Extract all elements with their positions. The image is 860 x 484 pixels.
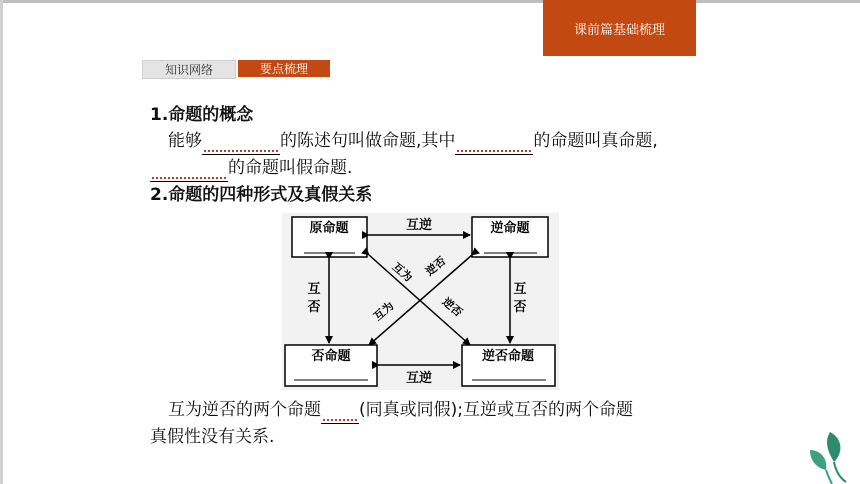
section-1-number: 1	[150, 105, 162, 125]
tab-key-points-label: 要点梳理	[259, 62, 308, 76]
box-original-label: 原命题	[309, 221, 349, 236]
tab-key-points[interactable]	[238, 60, 330, 77]
label-bottom-converse: 互逆	[405, 371, 433, 386]
label-diag-b-2: 逆否	[439, 295, 465, 320]
section-1-line-2	[150, 155, 710, 182]
text-segment: 的命题叫假命题.	[228, 158, 353, 178]
text-segment: 能够	[168, 131, 202, 151]
label-diag-b-1: 互为	[371, 299, 397, 324]
label-left-inverse-1: 互	[307, 282, 321, 297]
label-diag-a-2: 逆否	[423, 254, 449, 279]
section-2-title	[150, 182, 710, 208]
label-top-converse: 互逆	[405, 218, 433, 233]
label-left-inverse-2: 否	[307, 300, 321, 315]
conclusion-line-2	[150, 424, 710, 450]
text-segment: 真假性没有关系.	[150, 427, 275, 447]
leaf-decoration-icon	[800, 428, 860, 484]
fill-blank-3	[150, 155, 228, 182]
tab-knowledge-network-label: 知识网络	[164, 63, 213, 77]
box-converse-label: 逆命题	[490, 221, 530, 236]
section-header-label: 课前篇基础梳理	[573, 22, 665, 38]
section-2-title-text: .命题的四种形式及真假关系	[161, 185, 373, 205]
section-2-number: 2	[150, 185, 162, 205]
text-segment: (同真或同假);互逆或互否的两个命题	[359, 400, 633, 420]
fill-blank-4	[321, 397, 359, 424]
conclusion-text	[150, 397, 710, 450]
section-header-tag	[543, 0, 696, 56]
label-right-inverse-2: 否	[513, 300, 527, 315]
section-1-line-1	[150, 128, 710, 155]
top-border	[0, 0, 860, 3]
left-border	[0, 0, 3, 484]
fill-blank-1	[202, 128, 280, 155]
four-proposition-diagram	[282, 213, 559, 390]
section-1-title	[150, 102, 710, 128]
text-segment: 的命题叫真命题,	[533, 131, 658, 151]
conclusion-line-1	[150, 397, 710, 424]
nav-tabs	[142, 60, 330, 79]
main-content	[150, 102, 710, 208]
fill-blank-2	[455, 128, 533, 155]
text-segment: 互为逆否的两个命题	[168, 400, 321, 420]
text-segment: 的陈述句叫做命题,其中	[280, 131, 456, 151]
box-inverse-label: 否命题	[311, 349, 351, 364]
label-diag-a-1: 互为	[389, 260, 415, 285]
section-1-title-text: .命题的概念	[161, 105, 254, 125]
diagram-svg	[282, 213, 559, 390]
box-contrapositive-label: 逆否命题	[481, 349, 535, 364]
tab-knowledge-network[interactable]	[142, 60, 236, 79]
label-right-inverse-1: 互	[513, 282, 527, 297]
